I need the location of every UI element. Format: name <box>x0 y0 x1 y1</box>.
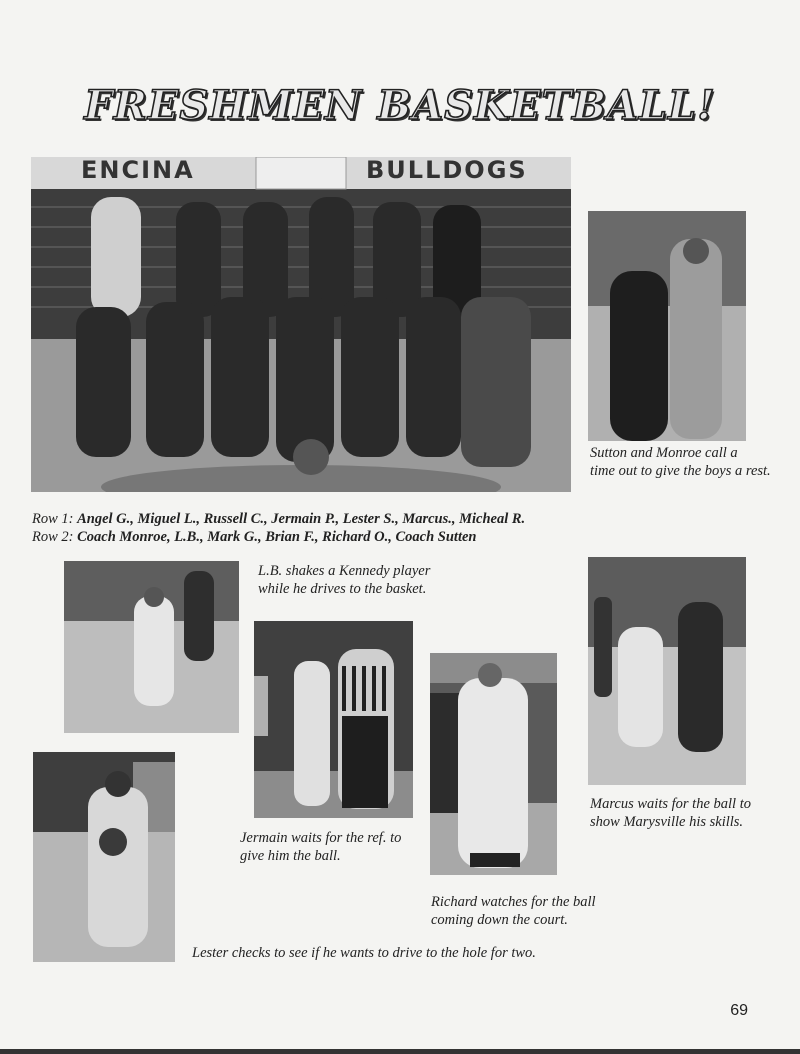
team-photo <box>31 157 571 492</box>
caption-lb: L.B. shakes a Kennedy player while he drives to the basket. <box>258 563 431 597</box>
roster-row-1: Row 1: Angel G., Miguel L., Russell C., Jermain P., Lester S., Marcus., Micheal R. <box>32 511 526 527</box>
lb-photo <box>64 561 239 733</box>
caption-richard: Richard watches for the ball coming down the court. <box>431 894 596 928</box>
bottom-rule <box>0 1049 800 1054</box>
page-title: FRESHMEN BASKETBALL! <box>84 82 716 129</box>
roster-row-2: Row 2: Coach Monroe, L.B., Mark G., Brian F., Richard O., Coach Sutten <box>32 529 477 545</box>
lester-photo <box>33 752 175 962</box>
page-number: 69 <box>730 1002 748 1019</box>
caption-lester: Lester checks to see if he wants to drive to the hole for two. <box>192 945 536 961</box>
banner-right: BULLDOGS <box>366 157 528 184</box>
marcus-photo <box>588 557 746 785</box>
coaches-photo <box>588 211 746 441</box>
jermain-photo <box>254 621 413 818</box>
banner-left: ENCINA <box>81 157 195 184</box>
caption-jermain: Jermain waits for the ref. to give him the ball. <box>240 830 402 864</box>
roster <box>32 510 525 546</box>
richard-photo <box>430 653 557 875</box>
caption-marcus: Marcus waits for the ball to show Marysville his skills. <box>590 796 751 830</box>
caption-coaches: Sutton and Monroe call a time out to give the boys a rest. <box>590 445 771 479</box>
